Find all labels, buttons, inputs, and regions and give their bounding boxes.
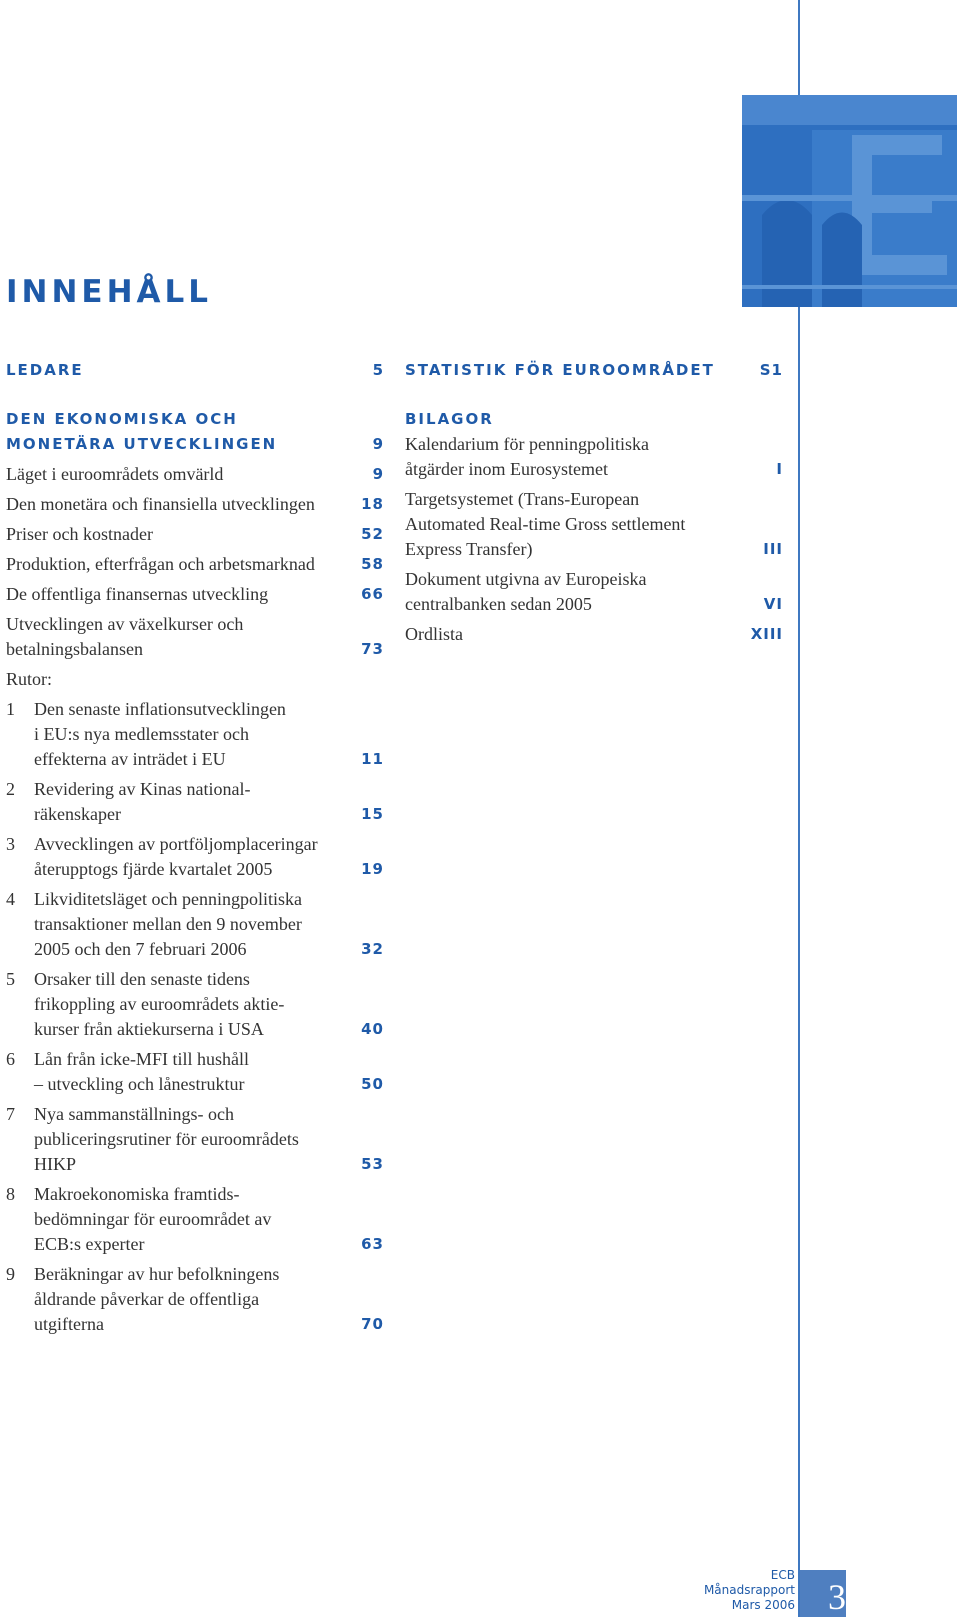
toc-entry-text [405,432,768,482]
toc-ledare-page: 5 [372,361,384,379]
toc-line: Avvecklingen av portföljomplaceringar [34,834,318,854]
box-entry[interactable] [6,1047,384,1097]
box-entry[interactable] [6,887,384,962]
toc-entry-page: VI [763,595,783,613]
toc-entry[interactable] [6,552,384,577]
toc-line: publiceringsrutiner för euroområdets [34,1129,299,1149]
footer-publication [650,1568,795,1613]
toc-entry-page: 52 [361,525,384,543]
toc-line: betalningsbalansen [6,639,143,659]
ecb-building-image [742,95,957,307]
box-page: 32 [361,940,384,958]
box-text [34,1102,353,1177]
toc-entry[interactable] [6,522,384,547]
toc-line: räkenskaper [34,804,121,824]
box-entry[interactable] [6,1182,384,1257]
toc-entry-page: 9 [372,465,384,483]
toc-line: åtgärder inom Eurosystemet [405,459,608,479]
section-page: 9 [372,435,384,453]
box-page: 50 [361,1075,384,1093]
box-number: 1 [6,699,15,719]
box-page: 19 [361,860,384,878]
box-entry[interactable] [6,697,384,772]
box-text [34,1182,353,1257]
toc-entry-page: 73 [361,640,384,658]
box-entry[interactable] [6,1262,384,1337]
contents-left-column [6,358,384,1337]
toc-entry-text [405,487,755,562]
box-text [34,777,353,827]
toc-entry[interactable] [6,612,384,662]
toc-entry-text: Produktion, efterfrågan och arbetsmarknad [6,554,315,574]
toc-entry-page: 18 [361,495,384,513]
box-number: 8 [6,1184,15,1204]
toc-line: Likviditetsläget och penningpolitiska [34,889,302,909]
toc-line: transaktioner mellan den 9 november [34,914,302,934]
toc-entry-text: Den monetära och finansiella utvecklingen [6,494,315,514]
toc-entry-text: Läget i euroområdets omvärld [6,464,224,484]
toc-line: i EU:s nya medlemsstater och [34,724,249,744]
boxes-label: Rutor: [6,669,53,689]
toc-statistik-page: S1 [759,361,783,379]
toc-entry-page: XIII [750,625,783,643]
toc-line: Makroekonomiska framtids- [34,1184,240,1204]
toc-ledare-label: LEDARE [6,361,84,379]
box-page: 11 [361,750,384,768]
toc-line: effekterna av inträdet i EU [34,749,226,769]
box-text [34,887,353,962]
toc-section-economic[interactable] [6,407,384,457]
box-number: 4 [6,889,15,909]
box-number: 3 [6,834,15,854]
toc-line: åldrande påverkar de offentliga [34,1289,260,1309]
box-page: 70 [361,1315,384,1333]
toc-line: HIKP [34,1154,77,1174]
toc-line: Beräkningar av hur befolkningens [34,1264,280,1284]
toc-statistik[interactable] [405,358,783,383]
box-page: 40 [361,1020,384,1038]
toc-line: centralbanken sedan 2005 [405,594,592,614]
toc-entry-page: 58 [361,555,384,573]
toc-line: 2005 och den 7 februari 2006 [34,939,247,959]
box-text [34,1262,353,1337]
contents-right-column [405,358,783,647]
toc-line: Lån från icke-MFI till hushåll [34,1049,249,1069]
toc-entry[interactable] [405,487,783,562]
toc-line: Express Transfer) [405,539,533,559]
toc-line: Revidering av Kinas national- [34,779,251,799]
box-entry[interactable] [6,1102,384,1177]
toc-line: Targetsystemet (Trans-European [405,489,640,509]
toc-line: återupptogs fjärde kvartalet 2005 [34,859,273,879]
toc-ledare[interactable] [6,358,384,383]
box-entry[interactable] [6,967,384,1042]
toc-line: ECB:s experter [34,1234,145,1254]
toc-entry-page: I [776,460,783,478]
box-number: 9 [6,1264,15,1284]
box-text [34,832,353,882]
box-page: 15 [361,805,384,823]
toc-entry-text: De offentliga finansernas utveckling [6,584,269,604]
toc-line: frikoppling av euroområdets aktie- [34,994,285,1014]
bilagor-label: BILAGOR [405,410,494,428]
box-number: 2 [6,779,15,799]
box-entry[interactable] [6,832,384,882]
toc-entry[interactable] [405,432,783,482]
box-page: 63 [361,1235,384,1253]
toc-entry-text: Priser och kostnader [6,524,153,544]
box-text [34,967,353,1042]
box-text [34,1047,353,1097]
toc-entry-page: 66 [361,585,384,603]
toc-entry[interactable] [6,462,384,487]
toc-entry-text [405,567,756,617]
box-number: 5 [6,969,15,989]
box-page: 53 [361,1155,384,1173]
toc-line: Orsaker till den senaste tidens [34,969,250,989]
toc-line: Kalendarium för penningpolitiska [405,434,649,454]
box-entry[interactable] [6,777,384,827]
footer-line: Mars 2006 [731,1598,795,1612]
toc-entry-text [6,612,353,662]
toc-entry[interactable] [6,492,384,517]
toc-line: bedömningar för euroområdet av [34,1209,272,1229]
footer-line: ECB [770,1568,795,1582]
bilagor-heading [405,407,783,432]
toc-line: kurser från aktiekurserna i USA [34,1019,264,1039]
section-heading-line2: MONETÄRA UTVECKLINGEN [6,435,278,453]
section-heading-line1: DEN EKONOMISKA OCH [6,410,238,428]
toc-entry-page: III [763,540,783,558]
toc-line: Utvecklingen av växelkurser och [6,614,244,634]
toc-line: – utveckling och lånestruktur [34,1074,245,1094]
toc-line: Automated Real-time Gross settlement [405,514,686,534]
toc-entry[interactable] [6,582,384,607]
footer-line: Månadsrapport [703,1583,795,1597]
box-number: 6 [6,1049,15,1069]
toc-entry-text: Ordlista [405,624,463,644]
boxes-heading [6,667,384,692]
toc-line: Den senaste inflationsutvecklingen [34,699,286,719]
toc-entry[interactable] [405,567,783,617]
toc-line: Nya sammanställnings- och [34,1104,234,1124]
page-title: INNEHÅLL [6,274,213,310]
toc-statistik-label: STATISTIK FÖR EUROOMRÅDET [405,361,715,379]
toc-line: utgifterna [34,1314,104,1334]
page-number: 3 [828,1577,846,1617]
box-text [34,697,353,772]
toc-line: Dokument utgivna av Europeiska [405,569,647,589]
toc-entry[interactable] [405,622,783,647]
box-number: 7 [6,1104,15,1124]
